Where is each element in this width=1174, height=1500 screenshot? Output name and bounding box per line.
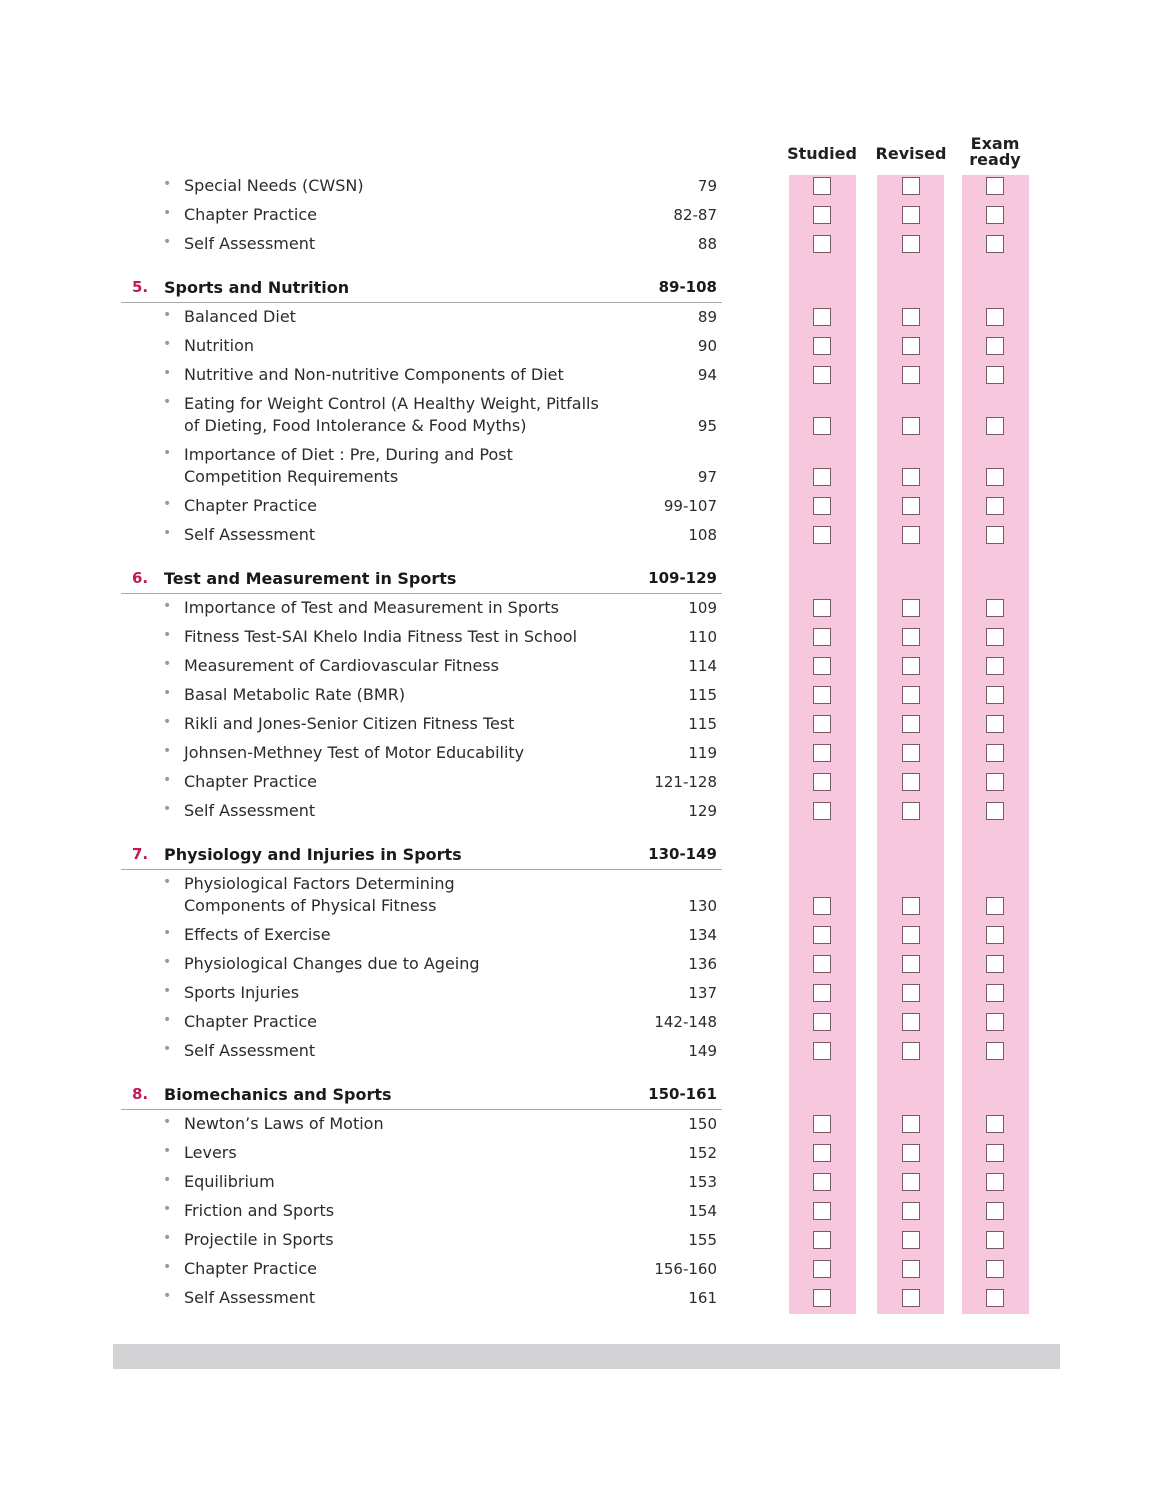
topic-title-line: Rikli and Jones-Senior Citizen Fitness Test bbox=[184, 714, 515, 733]
bullet-icon: • bbox=[163, 1288, 172, 1304]
topic-title[interactable] bbox=[184, 233, 624, 255]
chapter-title[interactable]: Sports and Nutrition bbox=[164, 278, 350, 297]
exam-ready-checkbox[interactable] bbox=[986, 715, 1004, 733]
bullet-icon: • bbox=[163, 1230, 172, 1246]
revised-checkbox[interactable] bbox=[902, 1231, 920, 1249]
bullet-icon: • bbox=[163, 983, 172, 999]
bullet-icon: • bbox=[163, 336, 172, 352]
studied-checkbox[interactable] bbox=[813, 715, 831, 733]
revised-checkbox[interactable] bbox=[902, 1289, 920, 1307]
bullet-icon: • bbox=[163, 925, 172, 941]
topic-pages: 82-87 bbox=[673, 206, 717, 224]
exam-ready-checkbox[interactable] bbox=[986, 206, 1004, 224]
topic-pages: 155 bbox=[688, 1231, 717, 1249]
studied-checkbox[interactable] bbox=[813, 206, 831, 224]
topic-title-line: Special Needs (CWSN) bbox=[184, 176, 364, 195]
topic-pages: 152 bbox=[688, 1144, 717, 1162]
topic-pages: 129 bbox=[688, 802, 717, 820]
studied-checkbox[interactable] bbox=[813, 1115, 831, 1133]
topic-pages: 134 bbox=[688, 926, 717, 944]
topic-title-line: Nutritive and Non-nutritive Components of Diet bbox=[184, 365, 564, 384]
topic-pages: 137 bbox=[688, 984, 717, 1002]
exam-ready-checkbox[interactable] bbox=[986, 1260, 1004, 1278]
exam-ready-checkbox[interactable] bbox=[986, 773, 1004, 791]
revised-checkbox[interactable] bbox=[902, 802, 920, 820]
bullet-icon: • bbox=[163, 1143, 172, 1159]
topic-title[interactable] bbox=[184, 655, 624, 677]
exam-ready-checkbox[interactable] bbox=[986, 897, 1004, 915]
topic-title[interactable] bbox=[184, 444, 624, 488]
topic-pages: 115 bbox=[688, 686, 717, 704]
revised-checkbox[interactable] bbox=[902, 657, 920, 675]
topic-pages: 109 bbox=[688, 599, 717, 617]
bullet-icon: • bbox=[163, 685, 172, 701]
topic-title[interactable] bbox=[184, 393, 624, 437]
topic-title[interactable] bbox=[184, 953, 624, 975]
chapter-pages: 109-129 bbox=[648, 569, 717, 587]
topic-pages: 95 bbox=[697, 417, 717, 435]
footer-bar bbox=[113, 1344, 1060, 1369]
studied-checkbox[interactable] bbox=[813, 1202, 831, 1220]
exam-ready-checkbox[interactable] bbox=[986, 468, 1004, 486]
topic-pages: 154 bbox=[688, 1202, 717, 1220]
exam-ready-checkbox[interactable] bbox=[986, 599, 1004, 617]
topic-title-line: Levers bbox=[184, 1143, 237, 1162]
revised-checkbox[interactable] bbox=[902, 1202, 920, 1220]
studied-checkbox[interactable] bbox=[813, 417, 831, 435]
topic-title-line: Sports Injuries bbox=[184, 983, 300, 1002]
topic-title-line: Johnsen-Methney Test of Motor Educability bbox=[184, 743, 525, 762]
chapter-pages: 150-161 bbox=[648, 1085, 717, 1103]
studied-checkbox[interactable] bbox=[813, 497, 831, 515]
exam-ready-checkbox[interactable] bbox=[986, 308, 1004, 326]
exam-ready-checkbox[interactable] bbox=[986, 177, 1004, 195]
revised-checkbox[interactable] bbox=[902, 955, 920, 973]
topic-title-line: Measurement of Cardiovascular Fitness bbox=[184, 656, 499, 675]
chapter-number: 6. bbox=[132, 569, 149, 587]
chapter-title[interactable]: Test and Measurement in Sports bbox=[164, 569, 457, 588]
topic-title-line: Eating for Weight Control (A Healthy Weight, Pitfalls bbox=[184, 394, 599, 413]
bullet-icon: • bbox=[163, 1201, 172, 1217]
topic-pages: 114 bbox=[688, 657, 717, 675]
topic-title-line: Self Assessment bbox=[184, 234, 316, 253]
studied-checkbox[interactable] bbox=[813, 177, 831, 195]
bullet-icon: • bbox=[163, 874, 172, 890]
topic-title-line: Self Assessment bbox=[184, 1288, 316, 1307]
chapter-number: 8. bbox=[132, 1085, 149, 1103]
topic-title[interactable] bbox=[184, 924, 624, 946]
topic-title[interactable] bbox=[184, 524, 624, 546]
topic-pages: 90 bbox=[697, 337, 717, 355]
topic-pages: 79 bbox=[697, 177, 717, 195]
topic-title[interactable] bbox=[184, 1171, 624, 1193]
topic-pages: 153 bbox=[688, 1173, 717, 1191]
revised-checkbox[interactable] bbox=[902, 337, 920, 355]
topic-title[interactable] bbox=[184, 626, 624, 648]
studied-checkbox[interactable] bbox=[813, 628, 831, 646]
studied-checkbox[interactable] bbox=[813, 897, 831, 915]
exam-ready-checkbox[interactable] bbox=[986, 955, 1004, 973]
revised-checkbox[interactable] bbox=[902, 417, 920, 435]
topic-title-line: Equilibrium bbox=[184, 1172, 275, 1191]
topic-title[interactable] bbox=[184, 1011, 624, 1033]
topic-title[interactable] bbox=[184, 1040, 624, 1062]
exam-ready-checkbox[interactable] bbox=[986, 1115, 1004, 1133]
revised-checkbox[interactable] bbox=[902, 897, 920, 915]
bullet-icon: • bbox=[163, 743, 172, 759]
revised-checkbox[interactable] bbox=[902, 1260, 920, 1278]
topic-pages: 121-128 bbox=[654, 773, 717, 791]
topic-title-line: Physiological Factors Determining bbox=[184, 874, 455, 893]
topic-title-line: Nutrition bbox=[184, 336, 255, 355]
revised-checkbox[interactable] bbox=[902, 497, 920, 515]
studied-checkbox[interactable] bbox=[813, 1289, 831, 1307]
revised-checkbox[interactable] bbox=[902, 235, 920, 253]
exam-ready-checkbox[interactable] bbox=[986, 366, 1004, 384]
revised-checkbox[interactable] bbox=[902, 628, 920, 646]
topic-title-line: Self Assessment bbox=[184, 1041, 316, 1060]
bullet-icon: • bbox=[163, 525, 172, 541]
topic-title-line: Importance of Diet : Pre, During and Post bbox=[184, 445, 513, 464]
topic-title-line: Components of Physical Fitness bbox=[184, 896, 437, 915]
topic-title-line: Chapter Practice bbox=[184, 772, 317, 791]
bullet-icon: • bbox=[163, 176, 172, 192]
chapter-pages: 89-108 bbox=[658, 278, 717, 296]
topic-title[interactable] bbox=[184, 335, 624, 357]
exam-ready-checkbox[interactable] bbox=[986, 686, 1004, 704]
topic-title[interactable] bbox=[184, 306, 624, 328]
topic-title[interactable] bbox=[184, 771, 624, 793]
topic-pages: 150 bbox=[688, 1115, 717, 1133]
revised-checkbox[interactable] bbox=[902, 715, 920, 733]
chapter-title[interactable]: Biomechanics and Sports bbox=[164, 1085, 392, 1104]
revised-checkbox[interactable] bbox=[902, 773, 920, 791]
topic-pages: 136 bbox=[688, 955, 717, 973]
topic-pages: 88 bbox=[697, 235, 717, 253]
topic-title-line: Self Assessment bbox=[184, 525, 316, 544]
bullet-icon: • bbox=[163, 394, 172, 410]
exam-ready-checkbox[interactable] bbox=[986, 984, 1004, 1002]
chapter-title[interactable]: Physiology and Injuries in Sports bbox=[164, 845, 462, 864]
exam-ready-checkbox[interactable] bbox=[986, 926, 1004, 944]
chapter-pages: 130-149 bbox=[648, 845, 717, 863]
bullet-icon: • bbox=[163, 714, 172, 730]
revised-checkbox[interactable] bbox=[902, 1042, 920, 1060]
revised-checkbox[interactable] bbox=[902, 1013, 920, 1031]
topic-title-line: Basal Metabolic Rate (BMR) bbox=[184, 685, 406, 704]
topic-pages: 97 bbox=[697, 468, 717, 486]
studied-checkbox[interactable] bbox=[813, 926, 831, 944]
topic-pages: 149 bbox=[688, 1042, 717, 1060]
topic-title-line: Friction and Sports bbox=[184, 1201, 335, 1220]
revised-checkbox[interactable] bbox=[902, 599, 920, 617]
revised-checkbox[interactable] bbox=[902, 526, 920, 544]
bullet-icon: • bbox=[163, 1114, 172, 1130]
revised-checkbox[interactable] bbox=[902, 308, 920, 326]
studied-checkbox[interactable] bbox=[813, 337, 831, 355]
exam-ready-checkbox[interactable] bbox=[986, 1144, 1004, 1162]
bullet-icon: • bbox=[163, 801, 172, 817]
exam-ready-checkbox[interactable] bbox=[986, 744, 1004, 762]
topic-title-line: Importance of Test and Measurement in Sports bbox=[184, 598, 559, 617]
studied-checkbox[interactable] bbox=[813, 773, 831, 791]
topic-title-line: Physiological Changes due to Ageing bbox=[184, 954, 480, 973]
topic-title[interactable] bbox=[184, 1229, 624, 1251]
topic-title[interactable] bbox=[184, 800, 624, 822]
topic-pages: 99-107 bbox=[663, 497, 717, 515]
exam-ready-checkbox[interactable] bbox=[986, 497, 1004, 515]
revised-checkbox[interactable] bbox=[902, 1144, 920, 1162]
topic-title-line: Chapter Practice bbox=[184, 205, 317, 224]
topic-title-line: Fitness Test-SAI Khelo India Fitness Test in School bbox=[184, 627, 578, 646]
topic-title-line: Chapter Practice bbox=[184, 1259, 317, 1278]
revised-checkbox[interactable] bbox=[902, 468, 920, 486]
topic-title[interactable] bbox=[184, 742, 624, 764]
chapter-divider bbox=[121, 869, 722, 870]
chapter-number: 5. bbox=[132, 278, 149, 296]
topic-pages: 108 bbox=[688, 526, 717, 544]
chapter-number: 7. bbox=[132, 845, 149, 863]
bullet-icon: • bbox=[163, 598, 172, 614]
bullet-icon: • bbox=[163, 307, 172, 323]
revised-checkbox[interactable] bbox=[902, 1115, 920, 1133]
topic-title[interactable] bbox=[184, 1113, 624, 1135]
studied-checkbox[interactable] bbox=[813, 308, 831, 326]
exam-ready-checkbox[interactable] bbox=[986, 1202, 1004, 1220]
exam-ready-checkbox[interactable] bbox=[986, 526, 1004, 544]
revised-header: Revised bbox=[875, 144, 947, 163]
studied-checkbox[interactable] bbox=[813, 526, 831, 544]
studied-checkbox[interactable] bbox=[813, 468, 831, 486]
exam-ready-checkbox[interactable] bbox=[986, 1231, 1004, 1249]
topic-title[interactable] bbox=[184, 713, 624, 735]
studied-checkbox[interactable] bbox=[813, 1144, 831, 1162]
topic-pages: 94 bbox=[697, 366, 717, 384]
studied-checkbox[interactable] bbox=[813, 1260, 831, 1278]
studied-checkbox[interactable] bbox=[813, 686, 831, 704]
exam-ready-checkbox[interactable] bbox=[986, 628, 1004, 646]
exam-ready-checkbox[interactable] bbox=[986, 1289, 1004, 1307]
exam-ready-header-line2: ready bbox=[969, 150, 1021, 169]
studied-checkbox[interactable] bbox=[813, 1013, 831, 1031]
bullet-icon: • bbox=[163, 627, 172, 643]
topic-title-line: Newton’s Laws of Motion bbox=[184, 1114, 384, 1133]
revised-checkbox[interactable] bbox=[902, 926, 920, 944]
exam-ready-checkbox[interactable] bbox=[986, 1042, 1004, 1060]
topic-pages: 156-160 bbox=[654, 1260, 717, 1278]
topic-pages: 119 bbox=[688, 744, 717, 762]
revised-checkbox[interactable] bbox=[902, 206, 920, 224]
topic-pages: 142-148 bbox=[654, 1013, 717, 1031]
studied-checkbox[interactable] bbox=[813, 984, 831, 1002]
studied-checkbox[interactable] bbox=[813, 599, 831, 617]
topic-title[interactable] bbox=[184, 1258, 624, 1280]
topic-title[interactable] bbox=[184, 495, 624, 517]
exam-ready-checkbox[interactable] bbox=[986, 1013, 1004, 1031]
bullet-icon: • bbox=[163, 772, 172, 788]
bullet-icon: • bbox=[163, 496, 172, 512]
topic-title[interactable] bbox=[184, 364, 624, 386]
topic-pages: 161 bbox=[688, 1289, 717, 1307]
studied-checkbox[interactable] bbox=[813, 1173, 831, 1191]
bullet-icon: • bbox=[163, 205, 172, 221]
revised-checkbox[interactable] bbox=[902, 744, 920, 762]
topic-title-line: Chapter Practice bbox=[184, 1012, 317, 1031]
exam-ready-checkbox[interactable] bbox=[986, 235, 1004, 253]
bullet-icon: • bbox=[163, 445, 172, 461]
studied-checkbox[interactable] bbox=[813, 366, 831, 384]
exam-ready-checkbox[interactable] bbox=[986, 802, 1004, 820]
exam-ready-header-line1: Exam bbox=[970, 134, 1020, 153]
bullet-icon: • bbox=[163, 1172, 172, 1188]
bullet-icon: • bbox=[163, 1012, 172, 1028]
studied-checkbox[interactable] bbox=[813, 657, 831, 675]
topic-title-line: Chapter Practice bbox=[184, 496, 317, 515]
bullet-icon: • bbox=[163, 1041, 172, 1057]
studied-checkbox[interactable] bbox=[813, 744, 831, 762]
bullet-icon: • bbox=[163, 1259, 172, 1275]
topic-title-line: Effects of Exercise bbox=[184, 925, 331, 944]
topic-title[interactable] bbox=[184, 684, 624, 706]
bullet-icon: • bbox=[163, 954, 172, 970]
studied-checkbox[interactable] bbox=[813, 802, 831, 820]
topic-pages: 89 bbox=[697, 308, 717, 326]
topic-title[interactable] bbox=[184, 175, 624, 197]
topic-title[interactable] bbox=[184, 1142, 624, 1164]
revised-checkbox[interactable] bbox=[902, 1173, 920, 1191]
studied-checkbox[interactable] bbox=[813, 235, 831, 253]
studied-header: Studied bbox=[787, 144, 857, 163]
bullet-icon: • bbox=[163, 656, 172, 672]
exam-ready-header bbox=[945, 136, 1045, 168]
exam-ready-checkbox[interactable] bbox=[986, 417, 1004, 435]
revised-checkbox[interactable] bbox=[902, 984, 920, 1002]
topic-title[interactable] bbox=[184, 597, 624, 619]
exam-ready-checkbox[interactable] bbox=[986, 1173, 1004, 1191]
chapter-divider bbox=[121, 1109, 722, 1110]
topic-pages: 130 bbox=[688, 897, 717, 915]
revised-checkbox[interactable] bbox=[902, 366, 920, 384]
exam-ready-checkbox[interactable] bbox=[986, 337, 1004, 355]
topic-pages: 110 bbox=[688, 628, 717, 646]
bullet-icon: • bbox=[163, 234, 172, 250]
topic-pages: 115 bbox=[688, 715, 717, 733]
studied-checkbox[interactable] bbox=[813, 1231, 831, 1249]
exam-ready-checkbox[interactable] bbox=[986, 657, 1004, 675]
topic-title[interactable] bbox=[184, 873, 624, 917]
revised-checkbox[interactable] bbox=[902, 686, 920, 704]
studied-checkbox[interactable] bbox=[813, 955, 831, 973]
topic-title-line: Self Assessment bbox=[184, 801, 316, 820]
topic-title-line: Competition Requirements bbox=[184, 467, 399, 486]
topic-title-line: of Dieting, Food Intolerance & Food Myths) bbox=[184, 416, 527, 435]
topic-title[interactable] bbox=[184, 982, 624, 1004]
topic-title[interactable] bbox=[184, 1200, 624, 1222]
topic-title-line: Balanced Diet bbox=[184, 307, 296, 326]
chapter-divider bbox=[121, 593, 722, 594]
bullet-icon: • bbox=[163, 365, 172, 381]
studied-checkbox[interactable] bbox=[813, 1042, 831, 1060]
topic-title[interactable] bbox=[184, 1287, 624, 1309]
topic-title[interactable] bbox=[184, 204, 624, 226]
chapter-divider bbox=[121, 302, 722, 303]
revised-checkbox[interactable] bbox=[902, 177, 920, 195]
topic-title-line: Projectile in Sports bbox=[184, 1230, 334, 1249]
